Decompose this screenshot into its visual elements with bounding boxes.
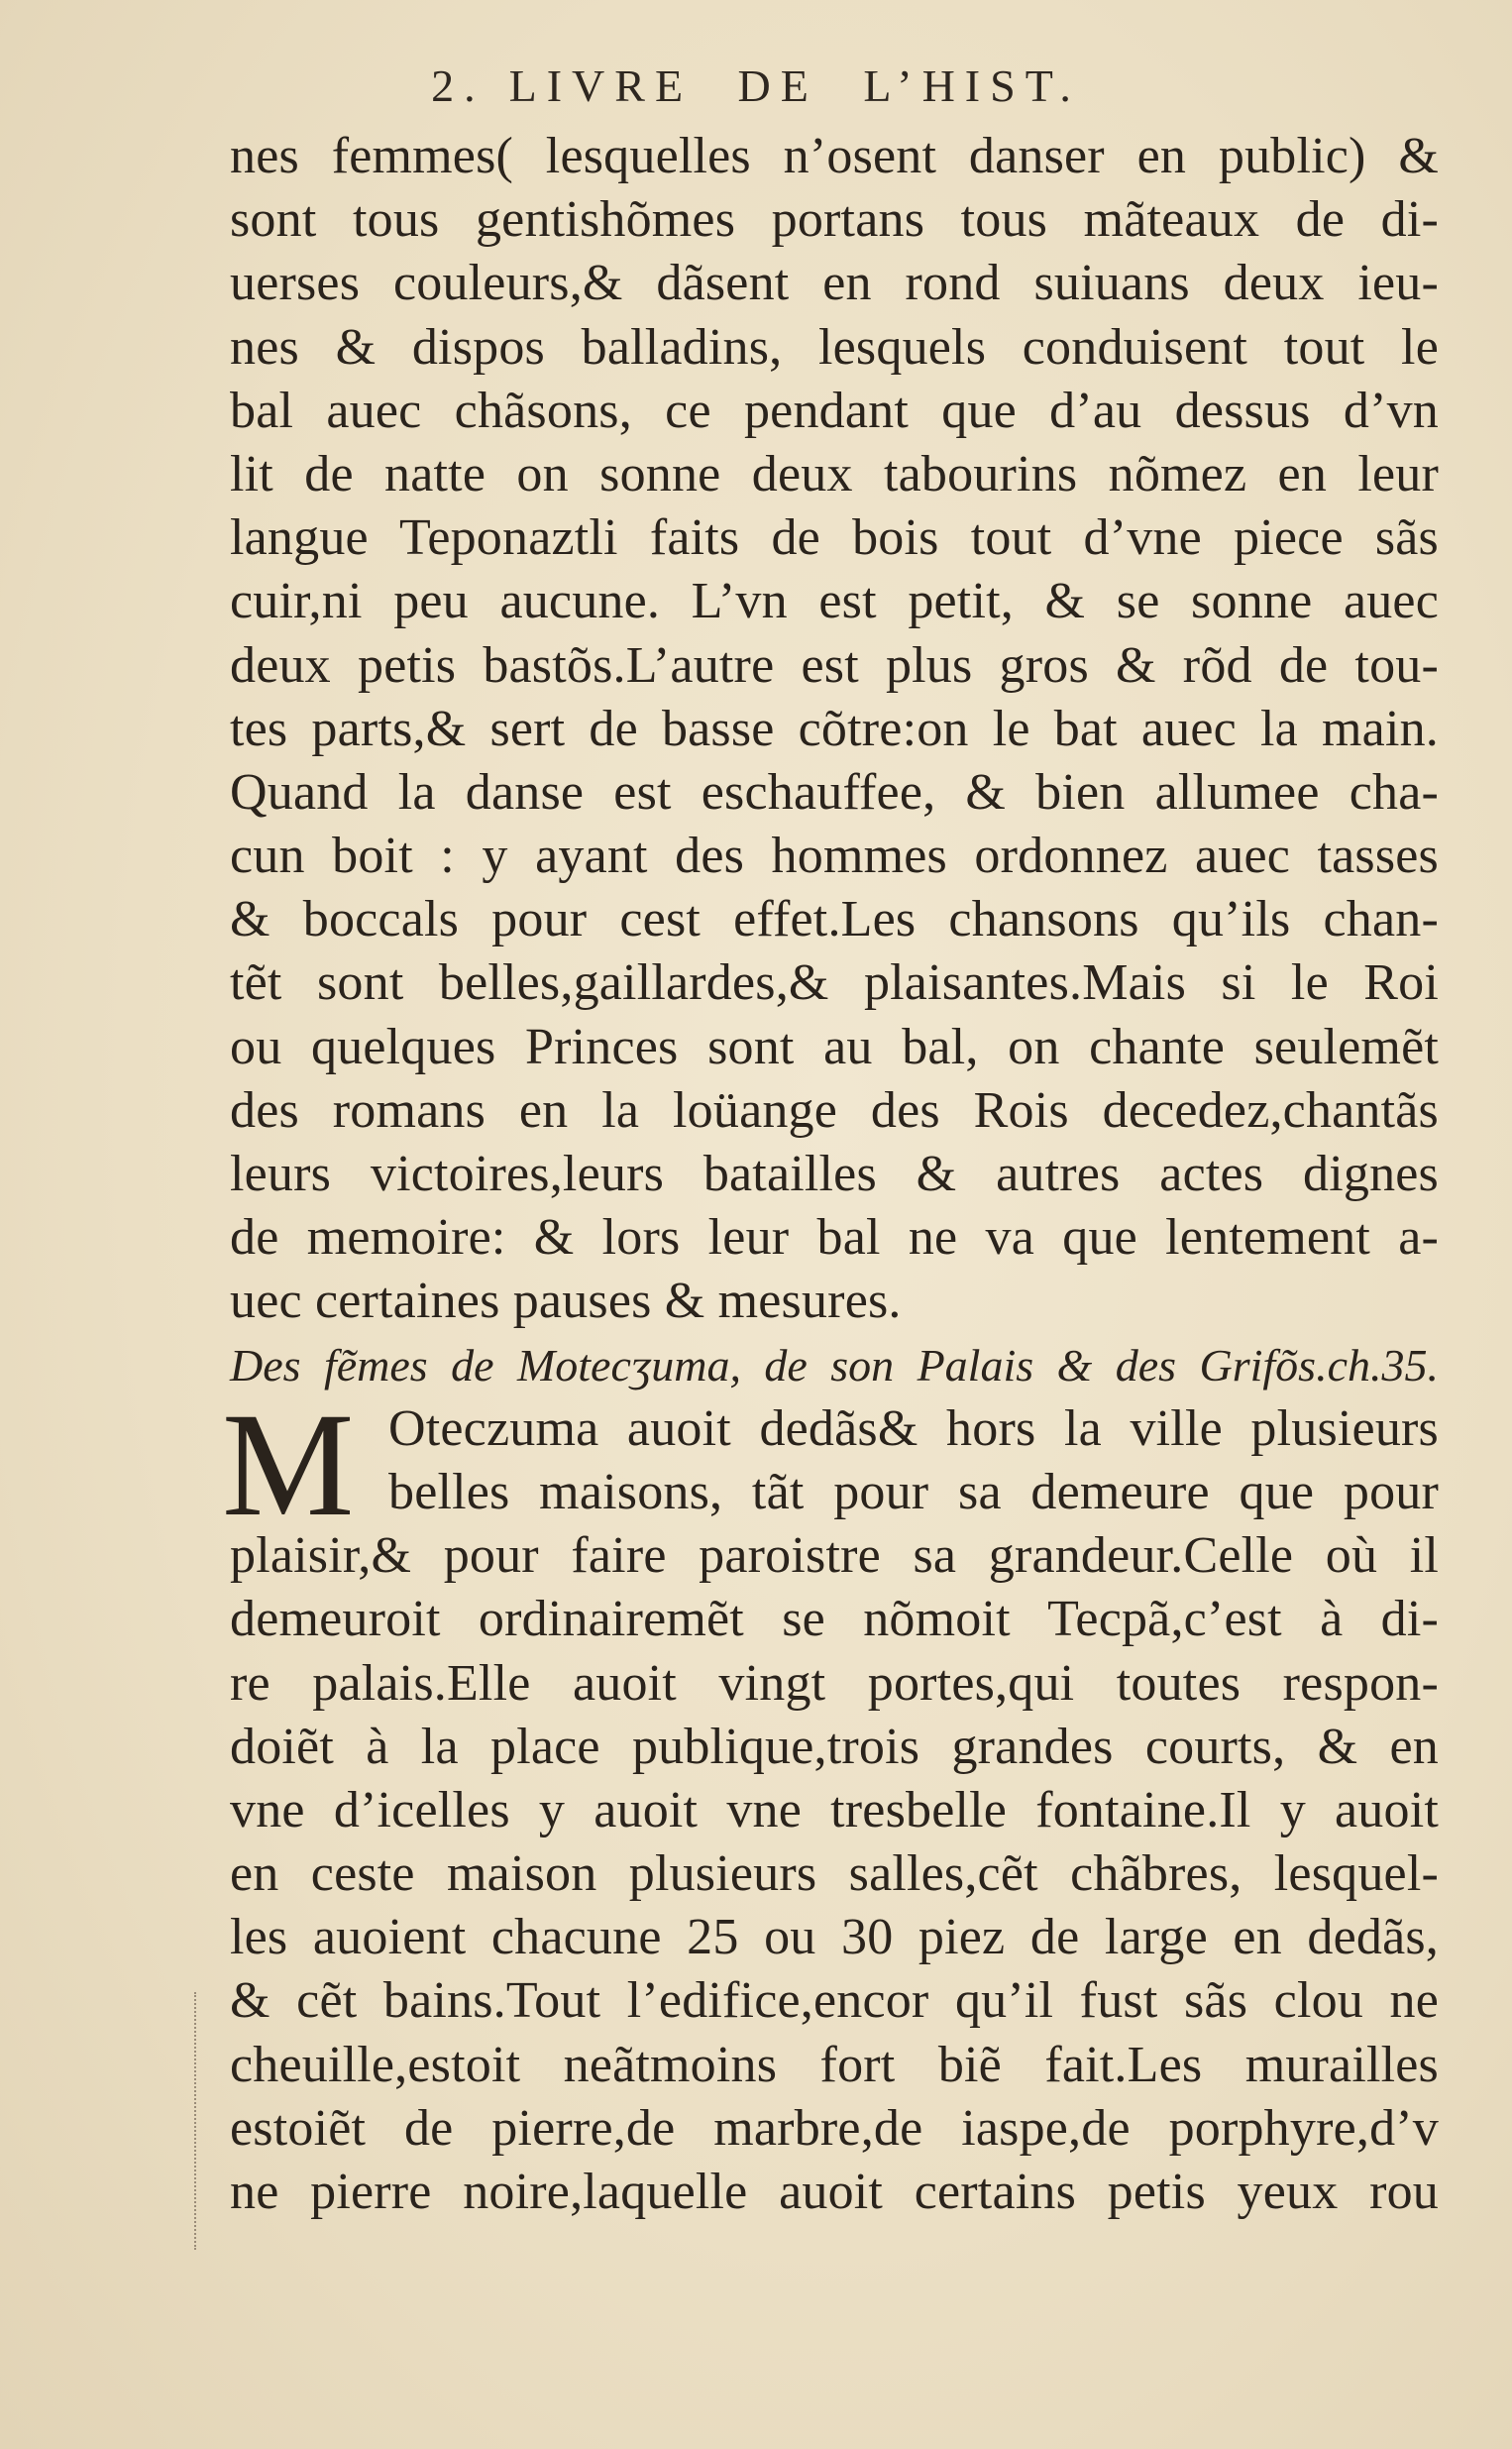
text-line: Oteczuma auoit dedãs& hors la ville plusieurs: [388, 1399, 1439, 1457]
text-line: lit de natte on sonne deux tabourins nõmez en leur: [230, 445, 1439, 502]
text-line: nes femmes( lesquelles n’osent danser en public) &: [230, 128, 1439, 184]
text-line: les auoient chacune 25 ou 30 piez de large en dedãs,: [230, 1909, 1439, 1966]
text-line: estoiẽt de pierre,de marbre,de iaspe,de porphyre,d’v: [230, 2099, 1439, 2157]
text-line: en ceste maison plusieurs salles,cẽt chãbres, lesquel-: [230, 1845, 1439, 1903]
text-line: cuir,ni peu aucune. L’vn est petit, & se sonne auec: [230, 573, 1439, 630]
text-line: Quand la danse est eschauffee, & bien allumee cha-: [230, 763, 1439, 821]
margin-rule: [194, 1992, 202, 2250]
text-line: nes & dispos balladins, lesquels conduisent tout le: [230, 318, 1439, 376]
text-line: deux petis bastõs.L’autre est plus gros & rõd de tou-: [230, 636, 1439, 694]
text-line: demeuroit ordinairemẽt se nõmoit Tecpã,c’est à di-: [230, 1591, 1439, 1648]
running-title-word: L’HIST.: [863, 60, 1081, 111]
text-line: uerses couleurs,& dãsent en rond suiuans deux ieu-: [230, 255, 1439, 312]
text-line: leurs victoires,leurs batailles & autres actes dignes: [230, 1146, 1439, 1202]
text-line: doiẽt à la place publique,trois grandes courts, & en: [230, 1718, 1439, 1775]
chapter-heading: Des fẽmes de Motecʒuma, de son Palais & des Grifõs.ch.35.: [230, 1339, 1439, 1391]
text-line: plaisir,& pour faire paroistre sa grandeur.Celle où il: [230, 1527, 1439, 1585]
chapter-opening: [222, 1382, 1439, 1547]
text-line: re palais.Elle auoit vingt portes,qui toutes respon-: [230, 1654, 1439, 1712]
text-line: belles maisons, tãt pour sa demeure que pour: [388, 1463, 1439, 1520]
text-line: cheuille,estoit neãtmoins fort biẽ fait.Les murailles: [230, 2036, 1439, 2093]
drop-cap: M: [222, 1382, 355, 1547]
text-line: & cẽt bains.Tout l’edifice,encor qu’il fust sãs clou ne: [230, 1972, 1439, 2030]
running-title-word: DE: [737, 60, 818, 111]
text-line: uec certaines pauses & mesures.: [230, 1273, 902, 1330]
body-text: [222, 125, 1439, 2224]
text-line: tes parts,& sert de basse cõtre:on le bat auec la main.: [230, 700, 1439, 757]
running-header: [0, 59, 1512, 112]
text-line: tẽt sont belles,gaillardes,& plaisantes.Mais si le Roi: [230, 954, 1439, 1012]
text-line: langue Teponaztli faits de bois tout d’vne piece sãs: [230, 509, 1439, 567]
text-line: des romans en la loüange des Rois decedez,chantãs: [230, 1081, 1439, 1139]
text-line: sont tous gentishõmes portans tous mãteaux de di-: [230, 191, 1439, 249]
text-line: ou quelques Princes sont au bal, on chante seulemẽt: [230, 1018, 1439, 1075]
running-title-word: LIVRE: [508, 60, 694, 111]
text-line: vne d’icelles y auoit vne tresbelle fontaine.Il y auoit: [230, 1781, 1439, 1838]
text-line: & boccals pour cest effet.Les chansons qu’ils chan-: [230, 891, 1439, 948]
text-line: bal auec chãsons, ce pendant que d’au dessus d’vn: [230, 382, 1439, 439]
page-number: 2.: [431, 60, 486, 111]
text-line: cun boit : y ayant des hommes ordonnez auec tasses: [230, 828, 1439, 885]
text-line: de memoire: & lors leur bal ne va que lentement a-: [230, 1209, 1439, 1267]
text-line: ne pierre noire,laquelle auoit certains petis yeux rou: [230, 2164, 1439, 2220]
